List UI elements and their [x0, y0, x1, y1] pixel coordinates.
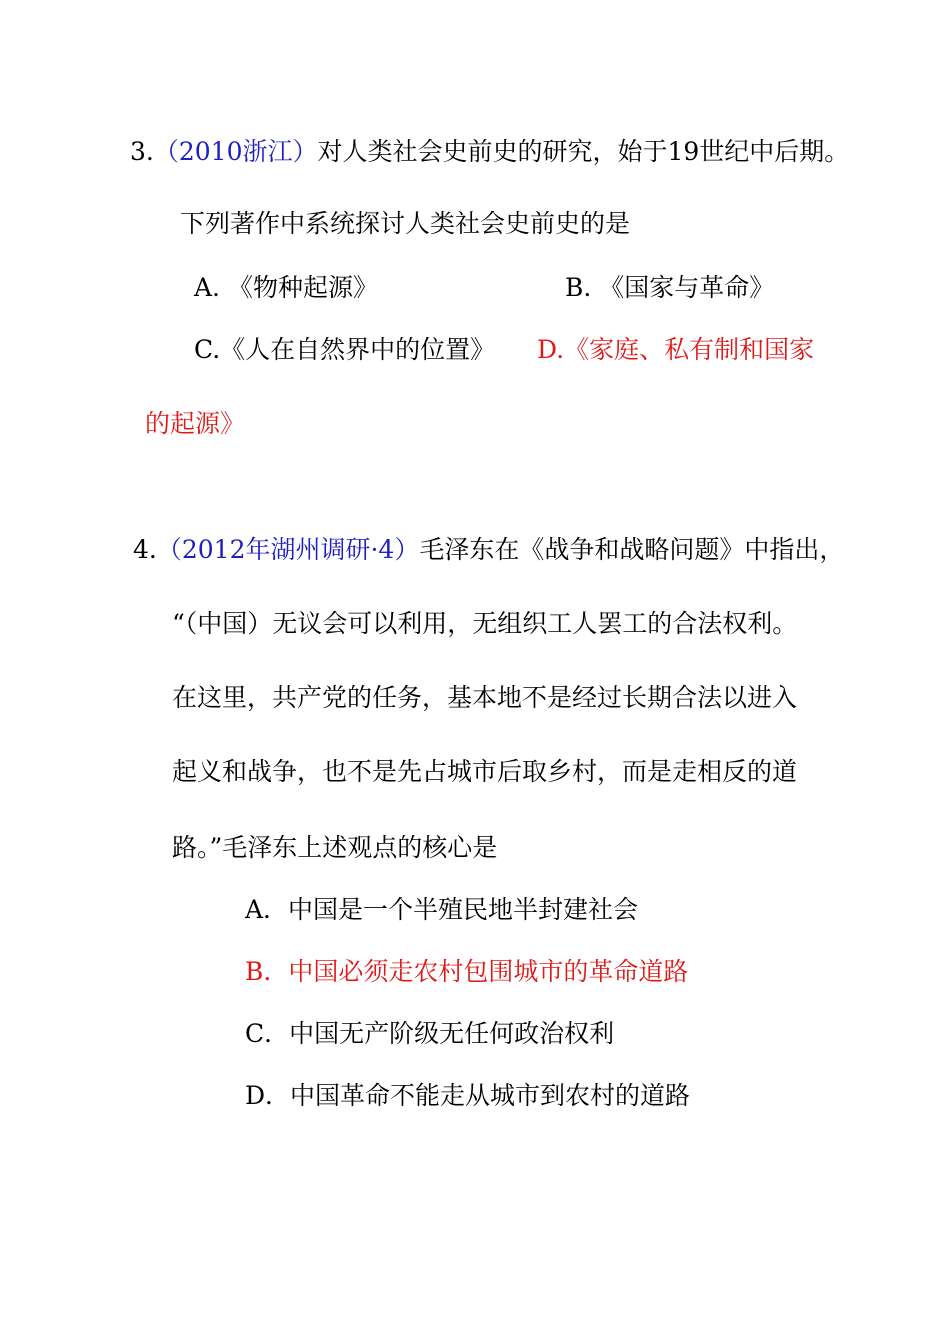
- q4-stem-line4: 起义和战争，也不是先占城市后取乡村，而是走相反的道: [172, 757, 798, 786]
- q3-stem-text: 对人类社会史前史的研究，始于19世纪中后期。: [317, 137, 850, 166]
- q4-stem-text: 毛泽东在《战争和战略问题》中指出，: [419, 535, 845, 564]
- q4-option-d: D．中国革命不能走从城市到农村的道路: [245, 1081, 691, 1110]
- q3-option-d: D.《家庭、私有制和国家: [537, 335, 815, 364]
- q4-option-b: B．中国必须走农村包围城市的革命道路: [245, 957, 689, 986]
- q3-option-a: A. 《物种起源》: [194, 273, 378, 302]
- q4-stem-line3: 在这里，共产党的任务，基本地不是经过长期合法以进入: [172, 683, 798, 712]
- q3-option-c: C.《人在自然界中的位置》: [194, 335, 496, 364]
- q3-number: 3.: [130, 137, 154, 166]
- q4-stem-line1: [133, 534, 844, 566]
- q3-stem-line1: [130, 136, 849, 168]
- q4-source: （2012年湖州调研·4）: [156, 535, 420, 564]
- q3-option-d-continued: 的起源》: [145, 409, 246, 438]
- q4-stem-line2: “（中国）无议会可以利用，无组织工人罢工的合法权利。: [172, 609, 798, 638]
- q3-option-b: B. 《国家与革命》: [565, 273, 775, 302]
- q4-stem-line5: 路。”毛泽东上述观点的核心是: [172, 833, 498, 862]
- q4-option-c: C．中国无产阶级无任何政治权利: [245, 1019, 615, 1048]
- q3-source: （2010浙江）: [153, 137, 318, 166]
- q4-number: 4.: [133, 535, 157, 564]
- q3-stem-line2: 下列著作中系统探讨人类社会史前史的是: [180, 209, 631, 238]
- q4-option-a: A．中国是一个半殖民地半封建社会: [245, 895, 639, 924]
